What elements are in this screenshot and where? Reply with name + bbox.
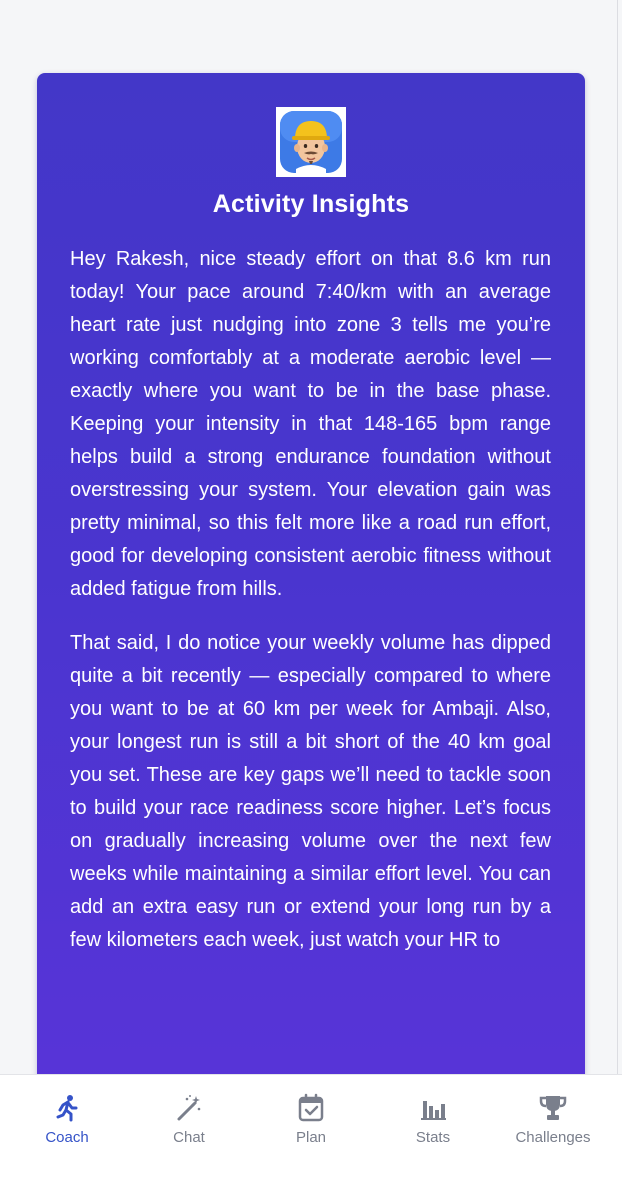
bar-chart-icon [418,1093,448,1123]
insight-paragraph: That said, I do notice your weekly volume has dipped quite a bit recently — especially compared to where you want to be at 60 km per week for Ambaji. Also, your longest run is still a bit short of the 40 km goal you set. These are key gaps we’ll need to tackle soon to build your race readiness score higher. Let’s focus on gradually increasing volume over the next few weeks while maintaining a similar effort level. You can add an extra easy run or extend your long run by a few kilometers each week, just watch your HR to [70,632,551,951]
activity-insights-card [37,73,585,1173]
tab-coach[interactable] [12,1093,122,1146]
bottom-tab-bar [0,1074,622,1199]
tab-chat[interactable] [134,1093,244,1146]
trophy-icon [538,1093,568,1123]
tab-label: Chat [173,1129,205,1146]
tab-label: Plan [295,1129,327,1146]
runner-icon [52,1093,82,1123]
magic-wand-icon [174,1093,204,1123]
card-title: Activity Insights [212,190,410,218]
calendar-check-icon [296,1093,326,1123]
tab-challenges[interactable] [498,1093,608,1146]
coach-avatar-icon [276,107,346,177]
tab-stats[interactable] [378,1093,488,1146]
tab-label: Challenges [515,1129,591,1146]
tab-plan[interactable] [256,1093,366,1146]
tab-label: Stats [415,1129,451,1146]
tab-label: Coach [45,1129,89,1146]
insight-body [70,243,551,978]
insight-paragraph: Hey Rakesh, nice steady effort on that 8.6 km run today! Your pace around 7:40/km with an average heart rate just nudging into zone 3 tells me you’re working comfortably at a moderate aerobic level — exactly where you want to be in the base phase. Keeping your intensity in that 148-165 bpm range helps build a strong endurance foundation without overstressing your system. Your elevation gain was pretty minimal, so this felt more like a road run effort, good for developing consistent aerobic fitness without added fatigue from hills. [70,248,551,600]
scroll-edge-divider [617,0,618,1075]
